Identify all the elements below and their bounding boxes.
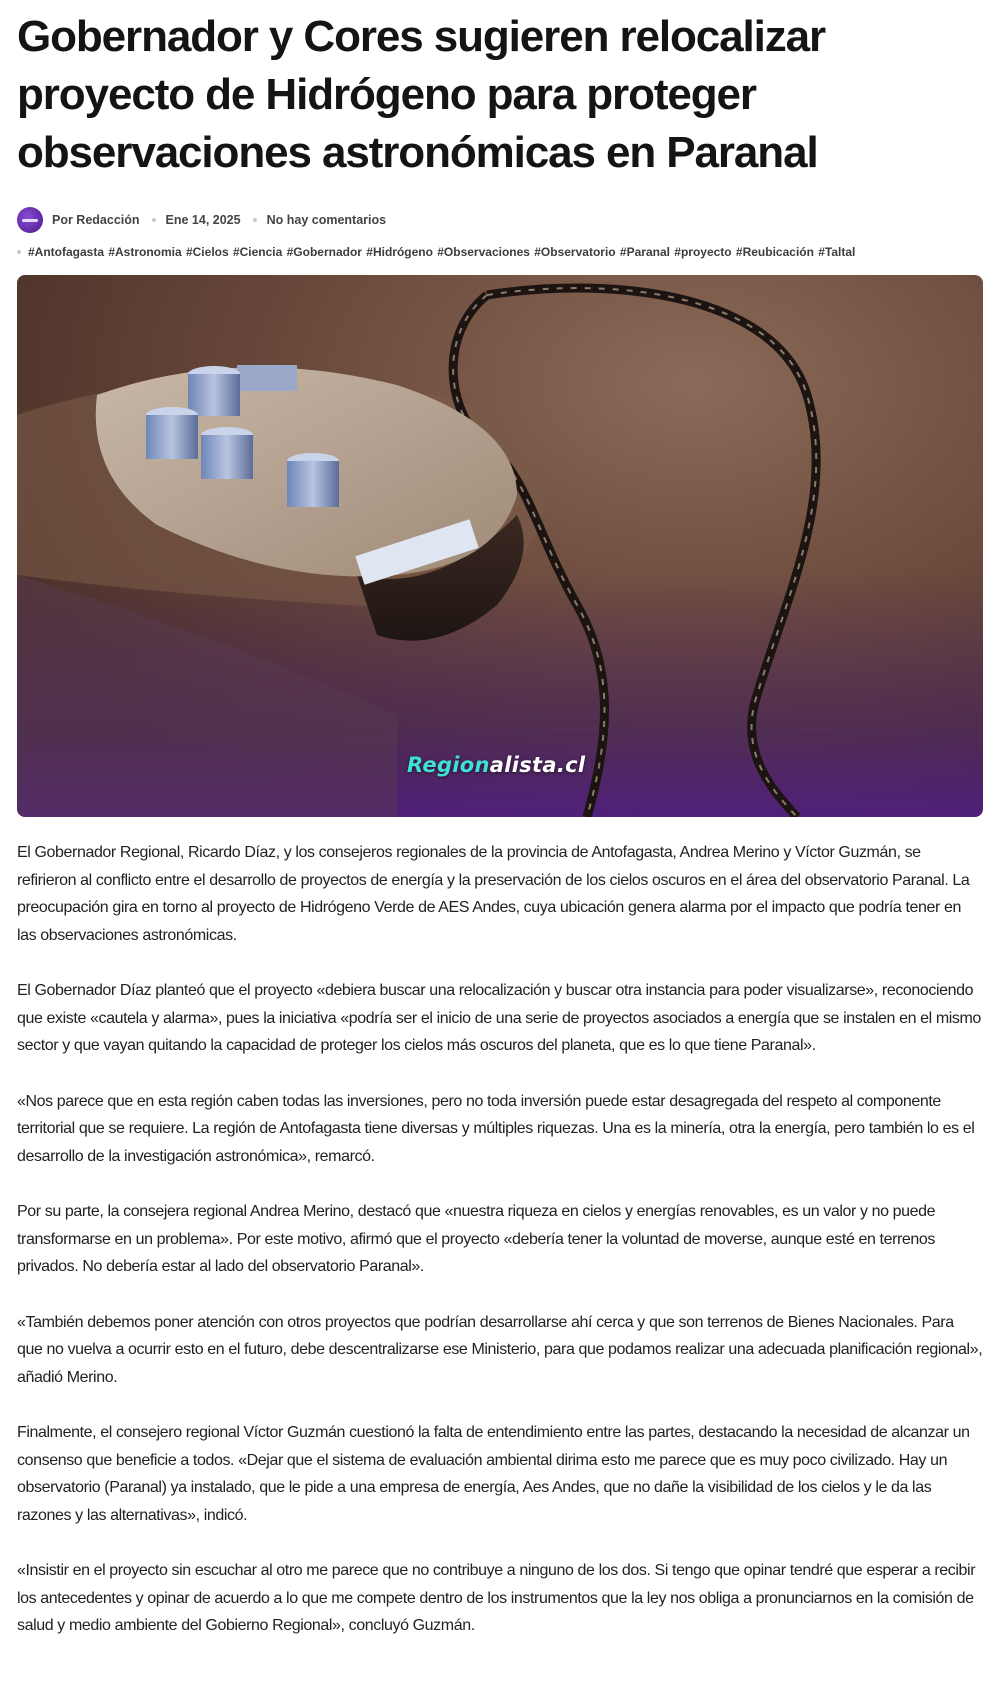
publish-date: Ene 14, 2025 xyxy=(165,213,241,227)
meta-separator xyxy=(253,218,257,222)
tag-link[interactable]: #Cielos xyxy=(185,245,229,259)
article-paragraph: Finalmente, el consejero regional Víctor Guzmán cuestionó la falta de entendimiento entre las partes, destacando la necesidad de alcanzar un consenso que beneficie a todos. «Dejar que el sistema de evaluación ambiental dirima esto me parece que es muy poco civilizado. Hay un observatorio (Paranal) ya instalado, que le pide a una empresa de energía, Aes Andes, que no dañe la visibilidad de los cielos y le da las razones y las alternativas», indicó. xyxy=(17,1424,970,1524)
article-paragraph: Por su parte, la consejera regional Andrea Merino, destacó que «nuestra riqueza en cielos y energías renovables, es un valor y no puede transformarse en un problema». Por este motivo, afirmó que el proyecto «debería tener la voluntad de moverse, aunque esté en terrenos privados. No debería estar al lado del observatorio Paranal». xyxy=(17,1203,936,1275)
observatory-aerial-illustration xyxy=(17,275,983,817)
tag-link[interactable]: #Hidrógeno xyxy=(366,245,433,259)
tag-list xyxy=(17,242,983,262)
article-meta xyxy=(17,206,983,234)
tag-link[interactable]: #Paranal xyxy=(619,245,670,259)
article-paragraph: El Gobernador Díaz planteó que el proyecto «debiera buscar una relocalización y buscar otra instancia para poder visualizarse», reconociendo que existe «cautela y alarma», pues la iniciativa «podría ser el inicio de una serie de proyectos asociados a energía que se instalen en el mismo sector y que vayan quitando la capacidad de proteger los cielos más oscuros del planeta, que es lo que tiene Paranal». xyxy=(17,982,981,1054)
featured-image xyxy=(17,275,983,817)
meta-separator xyxy=(152,218,156,222)
telescope-dome xyxy=(146,407,198,459)
article-paragraph: «Nos parece que en esta región caben todas las inversiones, pero no toda inversión puede estar desagregada del respeto al componente territorial que se requiere. La región de Antofagasta tiene diversas y múltiples riquezas. Una es la minería, otra la energía, pero también lo es el desarrollo de la investigación astronómica», remarcó. xyxy=(17,1092,975,1165)
author-avatar[interactable] xyxy=(17,207,43,233)
article-title: Gobernador y Cores sugieren relocalizar proyecto de Hidrógeno para proteger observaciones astronómicas en Paranal xyxy=(17,12,826,177)
author-link[interactable]: Por Redacción xyxy=(52,213,140,227)
tag-link[interactable]: #Antofagasta xyxy=(28,245,105,259)
tag-link[interactable]: #Astronomia xyxy=(108,245,182,259)
article-paragraph: «También debemos poner atención con otros proyectos que podrían desarrollarse ahí cerca y que son terrenos de Bienes Nacionales. Para que no vuelva a ocurrir esto en el futuro, debe descentralizarse ese Ministerio, para que podamos realizar una adecuada planificación regional», añadió Merino. xyxy=(17,1313,983,1386)
tag-link[interactable]: #proyecto xyxy=(674,245,732,259)
article-body xyxy=(17,839,983,1640)
tags-bullet xyxy=(17,250,21,254)
telescope-dome xyxy=(287,453,339,507)
tag-link[interactable]: #Reubicación xyxy=(735,245,814,259)
telescope-dome xyxy=(201,427,253,479)
tag-link[interactable]: #Observaciones xyxy=(437,245,530,259)
telescope-dome xyxy=(188,366,240,416)
tag-link[interactable]: #Ciencia xyxy=(232,245,283,259)
article-paragraph: El Gobernador Regional, Ricardo Díaz, y los consejeros regionales de la provincia de Antofagasta, Andrea Merino y Víctor Guzmán, se refirieron al conflicto entre el desarrollo de proyectos de energía y la preservación de los cielos oscuros en el área del observatorio Paranal. La preocupación gira en torno al proyecto de Hidrógeno Verde de AES Andes, cuya ubicación genera alarma por el impacto que podría tener en las observaciones astronómicas. xyxy=(17,844,970,944)
article-paragraph: «Insistir en el proyecto sin escuchar al otro me parece que no contribuye a ninguno de los dos. Si tengo que opinar tendré que esperar a recibir los antecedentes y opinar de acuerdo a lo que me compete dentro de los instrumentos que la ley nos obliga a pronunciarnos en la comisión de salud y medio ambiente del Gobierno Regional», concluyó Guzmán. xyxy=(17,1562,976,1634)
watermark-logo: Regionalista.cl xyxy=(407,753,586,777)
avatar-logo-mark xyxy=(22,219,38,222)
comments-link[interactable]: No hay comentarios xyxy=(266,213,387,227)
tag-link[interactable]: #Observatorio xyxy=(534,245,616,259)
tag-link[interactable]: #Gobernador xyxy=(286,245,362,259)
tag-link[interactable]: #Taltal xyxy=(818,245,856,259)
